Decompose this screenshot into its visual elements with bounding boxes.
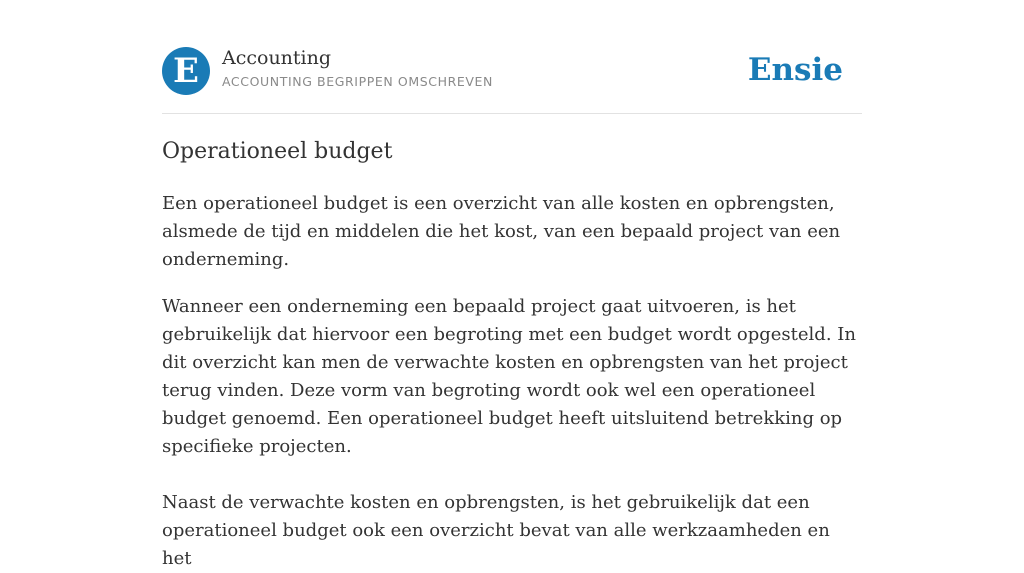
category-logo-icon[interactable]: E <box>162 47 210 95</box>
article-paragraph-1: Een operationeel budget is een overzicht van alle kosten en opbrengsten, alsmede de tijd en middelen die het kost, van een bepaald project van een onderneming. <box>162 193 841 270</box>
article-paragraph-3: Naast de verwachte kosten en opbrengsten, is het gebruikelijk dat een operationeel budget ook een overzicht bevat van alle werkzaamheden en het <box>162 492 830 569</box>
article-paragraph-2: Wanneer een onderneming een bepaald project gaat uitvoeren, is het gebruikelijk dat hiervoor een begroting met een budget wordt opgesteld. In dit overzicht kan men de verwachte kosten en opbrengsten van het project terug vinden. Deze vorm van begroting wordt ook wel een operationeel budget genoemd. Een operationeel budget heeft uitsluitend betrekking op specifieke projecten. <box>162 296 856 457</box>
header-divider <box>162 113 862 114</box>
article <box>162 137 862 573</box>
article-title: Operationeel budget <box>162 139 393 164</box>
category-title[interactable]: Accounting <box>222 47 332 69</box>
ensie-logo[interactable]: Ensie <box>747 52 843 88</box>
site-header <box>162 46 862 96</box>
category-subtitle: ACCOUNTING BEGRIPPEN OMSCHREVEN <box>222 74 493 89</box>
